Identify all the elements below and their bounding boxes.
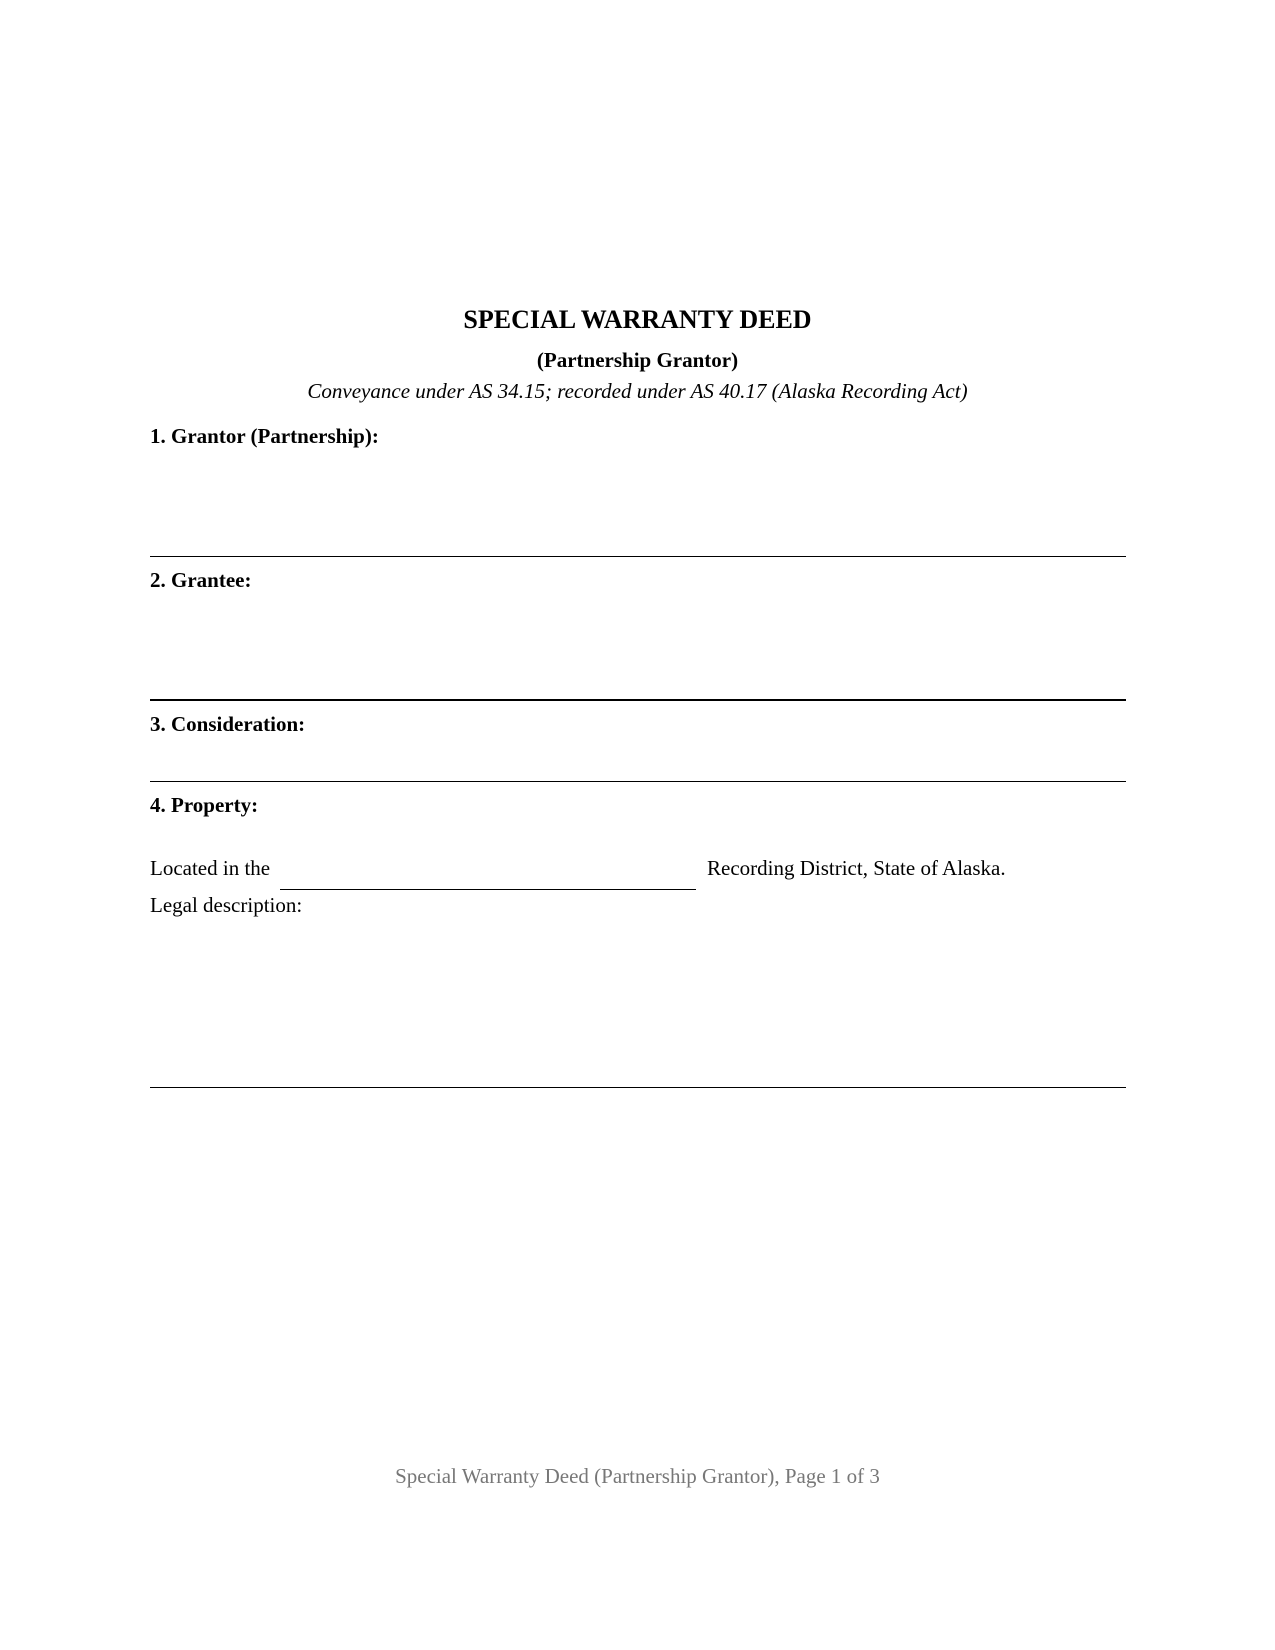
consideration-blank-line[interactable] — [150, 781, 1126, 782]
grantor-blank-line[interactable] — [150, 556, 1126, 557]
document-title: SPECIAL WARRANTY DEED — [463, 305, 812, 334]
grantee-blank-line[interactable] — [150, 699, 1126, 701]
property-heading: 4. Property: — [150, 793, 259, 817]
located-prefix-text: Located in the — [150, 856, 271, 880]
consideration-heading: 3. Consideration: — [150, 712, 306, 736]
grantor-heading: 1. Grantor (Partnership): — [150, 424, 379, 448]
located-suffix-text: Recording District, State of Alaska. — [707, 856, 1006, 880]
legal-description-blank-line[interactable] — [150, 1087, 1126, 1088]
recording-district-blank[interactable] — [280, 889, 696, 890]
document-subtitle: (Partnership Grantor) — [536, 348, 739, 372]
legal-description-label: Legal description: — [150, 893, 303, 917]
document-caption: Conveyance under AS 34.15; recorded under AS 40.17 (Alaska Recording Act) — [307, 379, 968, 403]
page-footer: Special Warranty Deed (Partnership Grantor), Page 1 of 3 — [395, 1464, 880, 1488]
grantee-heading: 2. Grantee: — [150, 568, 252, 592]
